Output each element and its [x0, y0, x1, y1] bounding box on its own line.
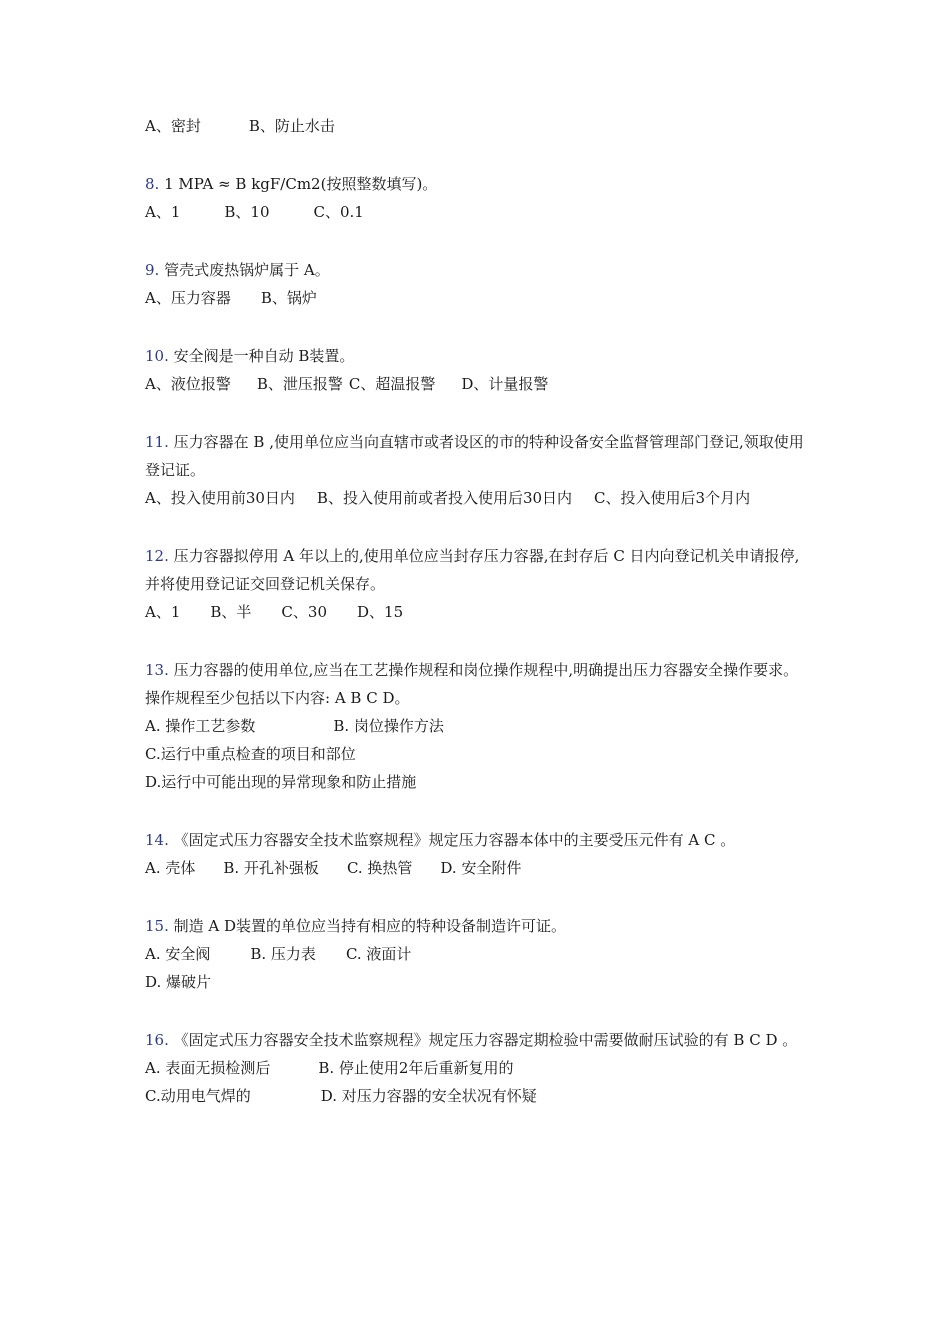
option-line [145, 598, 810, 626]
question-10 [145, 342, 810, 398]
question-stem: 安全阀是一种自动 B装置。 [173, 347, 355, 365]
option-a: A、投入使用前30日内 [145, 489, 295, 507]
option-d: D、15 [357, 603, 404, 621]
question-number: 14. [145, 831, 169, 849]
option-b: B、泄压报警 [256, 375, 343, 393]
option-line [145, 854, 810, 882]
question-12 [145, 542, 810, 626]
option-c: C. 换热管 [346, 859, 413, 877]
option-b: B. 岗位操作方法 [333, 717, 444, 735]
question-text [145, 342, 810, 370]
option-b: B、锅炉 [260, 289, 317, 307]
question-number: 16. [145, 1031, 169, 1049]
option-a: A、压力容器 [145, 289, 231, 307]
question-stem: 管壳式废热锅炉属于 A。 [164, 261, 330, 279]
question-number: 10. [145, 347, 169, 365]
option-line [145, 112, 810, 140]
question-text [145, 1026, 810, 1054]
question-number: 9. [145, 261, 160, 279]
question-stem: 《固定式压力容器安全技术监察规程》规定压力容器本体中的主要受压元件有 A C 。 [173, 831, 736, 849]
option-b: B. 压力表 [250, 945, 316, 963]
question-number: 11. [145, 433, 169, 451]
option-c: C.运行中重点检查的项目和部位 [145, 745, 356, 763]
option-line [145, 484, 810, 512]
question-15 [145, 912, 810, 996]
question-text [145, 656, 810, 712]
question-stem: 1 MPA ≈ B kgF/Cm2(按照整数填写)。 [164, 175, 438, 193]
option-a: A、1 [145, 203, 181, 221]
option-line [145, 198, 810, 226]
question-13 [145, 656, 810, 796]
question-number: 13. [145, 661, 169, 679]
option-line [145, 370, 810, 398]
question-stem: 《固定式压力容器安全技术监察规程》规定压力容器定期检验中需要做耐压试验的有 B C D 。 [173, 1031, 798, 1049]
option-c: C. 液面计 [345, 945, 412, 963]
option-line [145, 968, 810, 996]
question-9 [145, 256, 810, 312]
question-stem: 压力容器拟停用 A 年以上的,使用单位应当封存压力容器,在封存后 C 日内向登记机关申请报停,并将使用登记证交回登记机关保存。 [145, 547, 800, 593]
question-text [145, 542, 810, 598]
document-content [145, 112, 810, 1140]
question-text [145, 256, 810, 284]
option-c: C、超温报警 [348, 375, 436, 393]
option-b: B、防止水击 [248, 117, 335, 135]
question-stem: 制造 A D装置的单位应当持有相应的特种设备制造许可证。 [173, 917, 567, 935]
option-b: B、投入使用前或者投入使用后30日内 [316, 489, 573, 507]
option-d: D、计量报警 [461, 375, 549, 393]
option-line [145, 1082, 810, 1110]
option-a: A. 安全阀 [145, 945, 211, 963]
option-a: A、密封 [145, 117, 201, 135]
option-b: B. 停止使用2年后重新复用的 [318, 1059, 514, 1077]
question-text [145, 170, 810, 198]
question-8 [145, 170, 810, 226]
option-c: C、0.1 [313, 203, 364, 221]
question-number: 15. [145, 917, 169, 935]
question-14 [145, 826, 810, 882]
option-d: D.运行中可能出现的异常现象和防止措施 [145, 773, 417, 791]
question-text [145, 826, 810, 854]
option-a: A. 表面无损检测后 [145, 1059, 271, 1077]
option-line [145, 1054, 810, 1082]
option-a: A. 壳体 [145, 859, 196, 877]
option-line [145, 712, 810, 740]
question-7-options [145, 112, 810, 140]
question-number: 12. [145, 547, 169, 565]
question-11 [145, 428, 810, 512]
option-b: B、10 [224, 203, 270, 221]
option-a: A、液位报警 [145, 375, 231, 393]
question-text [145, 428, 810, 484]
option-c: C、投入使用后3个月内 [594, 489, 751, 507]
option-c: C.动用电气焊的 [145, 1087, 251, 1105]
option-d: D. 爆破片 [145, 973, 212, 991]
option-a: A、1 [145, 603, 181, 621]
question-stem: 压力容器的使用单位,应当在工艺操作规程和岗位操作规程中,明确提出压力容器安全操作要求。操作规程至少包括以下内容: A B C D。 [145, 661, 799, 707]
option-a: A. 操作工艺参数 [145, 717, 256, 735]
question-16 [145, 1026, 810, 1110]
option-line [145, 284, 810, 312]
question-number: 8. [145, 175, 160, 193]
option-b: B. 开孔补强板 [223, 859, 319, 877]
question-stem: 压力容器在 B ,使用单位应当向直辖市或者设区的市的特种设备安全监督管理部门登记,领取使用登记证。 [145, 433, 804, 479]
option-line [145, 768, 810, 796]
option-line [145, 940, 810, 968]
option-d: D. 对压力容器的安全状况有怀疑 [320, 1087, 537, 1105]
option-b: B、半 [210, 603, 252, 621]
option-d: D. 安全附件 [440, 859, 522, 877]
option-line [145, 740, 810, 768]
question-text [145, 912, 810, 940]
option-c: C、30 [281, 603, 327, 621]
